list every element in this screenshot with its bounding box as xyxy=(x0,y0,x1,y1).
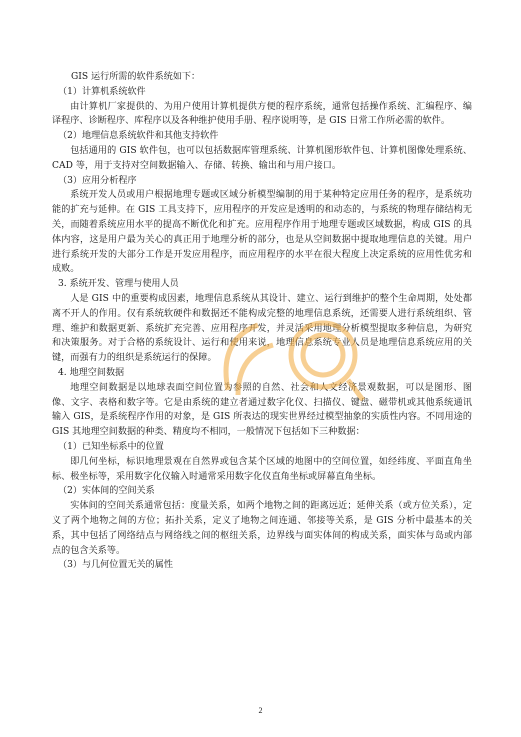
section-paragraph: 系统开发人员或用户根据地理专题或区域分析模型编制的用于某种特定应用任务的程序，是系统功能的扩充与延伸。在 GIS 工具支持下，应用程序的开发应是透明的和动态的，与系统的物理存储结构无关，而随着系统应用水平的提高不断优化和扩充。应用程序作用于地理专题或区域数据，构成 GIS 的具体内容，这是用户最为关心的真正用于地理分析的部分，也是从空间数据中提取地理信息的关键。用户进行系统开发的大部分工作是开发应用程序，而应用程序的水平在很大程度上决定系统的应用性优劣和成败。 xyxy=(52,190,472,275)
section-heading: （3）与几何位置无关的属性 xyxy=(58,560,173,571)
section-paragraph: 即几何坐标，标识地理景观在自然界或包含某个区域的地图中的空间位置，如经纬度、平面直角坐标、极坐标等，采用数字化仪输入时通常采用数字化仪直角坐标或屏幕直角坐标。 xyxy=(52,456,472,482)
intro-line: GIS 运行所需的软件系统如下： xyxy=(71,72,201,82)
document-body xyxy=(52,70,472,573)
section-heading: （1）已知坐标系中的位置 xyxy=(58,441,164,452)
section-heading: 4. 地理空间数据 xyxy=(58,367,125,378)
section-heading: （2）地理信息系统软件和其他支持软件 xyxy=(58,131,219,142)
section-heading: （2）实体间的空间关系 xyxy=(58,486,155,497)
section-heading: （3）应用分析程序 xyxy=(58,175,137,186)
section-paragraph: 包括通用的 GIS 软件包，也可以包括数据库管理系统、计算机图形软件包、计算机图像处理系统、CAD 等，用于支持对空间数据输入、存储、转换、输出和与用户接口。 xyxy=(52,145,472,171)
section-list xyxy=(52,85,472,573)
section-paragraph: 地理空间数据是以地球表面空间位置为参照的自然、社会和人文经济景观数据，可以是图形、图像、文字、表格和数字等。它是由系统的建立者通过数字化仪、扫描仪、键盘、磁带机或其他系统通讯输入 GIS，是系统程序作用的对象，是 GIS 所表达的现实世界经过模型抽象的实质性内容。不同用途的 GIS 其地理空间数据的种类、精度均不相同，一般情况下包括如下三种数据： xyxy=(52,382,472,438)
section-paragraph: 人是 GIS 中的重要构成因素，地理信息系统从其设计、建立、运行到维护的整个生命周期，处处都离不开人的作用。仅有系统软硬件和数据还不能构成完整的地理信息系统，还需要人进行系统组织、管理、维护和数据更新、系统扩充完善、应用程序开发，并灵活采用地理分析模型提取多种信息，为研究和决策服务。对于合格的系统设计、运行和使用来说，地理信息系统专业人员是地理信息系统应用的关键，而强有力的组织是系统运行的保障。 xyxy=(52,293,472,364)
page-number: 2 xyxy=(258,706,263,715)
section-heading: （1）计算机系统软件 xyxy=(58,86,146,97)
section-paragraph: 由计算机厂家提供的、为用户使用计算机提供方便的程序系统，通常包括操作系统、汇编程序、编译程序、诊断程序、库程序以及各种维护使用手册、程序说明等，是 GIS 日常工作所必需的软件。 xyxy=(52,101,472,127)
section-paragraph: 实体间的空间关系通常包括：度量关系，如两个地物之间的距离远近；延伸关系（或方位关系），定义了两个地物之间的方位；拓扑关系，定义了地物之间连通、邻接等关系，是 GIS 分析中最基本的关系，其中包括了网络结点与网络线之间的枢纽关系，边界线与面实体间的构成关系，面实体与岛或内部点的包含关系等。 xyxy=(52,501,472,556)
section-heading: 3. 系统开发、管理与使用人员 xyxy=(58,279,179,290)
